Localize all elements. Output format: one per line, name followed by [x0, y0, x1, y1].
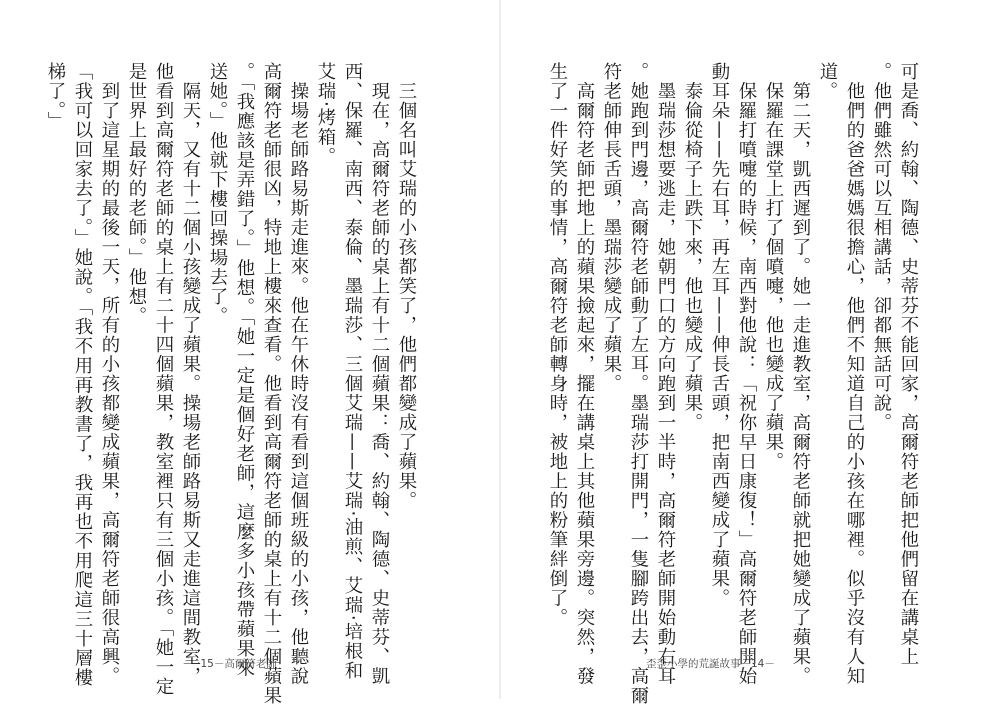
text-column: 西、保羅、南西、泰倫、墨瑞莎、三個艾瑞——艾瑞·油煎、艾瑞·培根和: [342, 62, 363, 681]
text-column: 到了這星期的最後一天，所有的小孩都變成蘋果，高爾符老師很高興。: [99, 62, 120, 686]
text-column: 現在，高爾符老師的桌上有十二個蘋果：喬、約翰、陶德、史蒂芬、凱: [369, 62, 390, 686]
text-column: 送她。」他就下樓回操場去了。: [207, 62, 228, 326]
text-column: 墨瑞莎想要逃走，她朝門口的方向跑到一半時，高爾符老師開始動右耳: [655, 62, 676, 686]
text-column: 他們的爸爸媽媽很擔心，他們不知道自己的小孩在哪裡。似乎沒有人知: [844, 62, 865, 686]
text-column: 三個名叫艾瑞的小孩都笑了，他們都變成了蘋果。: [396, 62, 417, 511]
text-column: 生了一件好笑的事情，高爾符老師轉身時，被地上的粉筆絆倒了。: [547, 62, 568, 628]
page-folio: 歪歪小學的荒誕故事－14－: [646, 658, 775, 670]
text-column: 。她跑到門邊，高爾符老師動了左耳。墨瑞莎打開門，一隻腳跨出去，高爾: [628, 62, 649, 706]
text-column: 符老師伸長舌頭，墨瑞莎變成了蘋果。: [601, 62, 622, 394]
text-column: 保羅打噴嚏的時候，南西對他說：「祝你早日康復！」高爾符老師開始: [736, 62, 757, 686]
text-column: 。他們雖然可以互相講話，卻都無話可說。: [871, 62, 892, 433]
text-column: 可是喬、約翰、陶德、史蒂芬不能回家，高爾符老師把他們留在講桌上: [898, 62, 919, 667]
text-column: 道。: [817, 62, 838, 101]
text-column: 「我可以回家去了。」她說。「我不用再教書了，我再也不用爬這三十層樓: [72, 62, 93, 688]
text-column: 艾瑞·烤箱。: [315, 62, 336, 167]
text-column: 高爾符老師很凶，特地上樓來查看。他看到高爾符老師的桌上有十二個蘋果: [261, 62, 282, 706]
text-column: 是世界上最好的老師。」他想。: [126, 62, 147, 326]
text-column: 動耳朵——先右耳，再左耳——伸長舌頭，把南西變成了蘋果。: [709, 62, 730, 608]
text-column: 保羅在課堂上打了個噴嚏，他也變成了蘋果。: [763, 62, 784, 472]
text-column: 泰倫從椅子上跌下來，他也變成了蘋果。: [682, 62, 703, 433]
text-column: 他看到高爾符老師的桌上有二十四個蘋果，教室裡只有三個小孩。「她一定: [153, 62, 174, 697]
text-column: 梯了。」: [45, 62, 66, 131]
right-page: [500, 0, 1000, 706]
page-folio: －15－高爾符老師: [190, 658, 277, 670]
text-column: 高爾符老師把地上的蘋果撿起來，擺在講桌上其他蘋果旁邊。突然，發: [574, 62, 595, 686]
text-column: 第二天，凱西遲到了。她一走進教室，高爾符老師就把她變成了蘋果。: [790, 62, 811, 686]
text-column: 隔天，又有十二個小孩變成了蘋果。操場老師路易斯又走進這間教室，: [180, 62, 201, 686]
text-column: 操場老師路易斯走進來。他在午休時沒有看到這個班級的小孩，他聽說: [288, 62, 309, 686]
text-column: 。「我應該是弄錯了。」他想。「她一定是個好老師，這麼多小孩帶蘋果來: [234, 62, 255, 678]
